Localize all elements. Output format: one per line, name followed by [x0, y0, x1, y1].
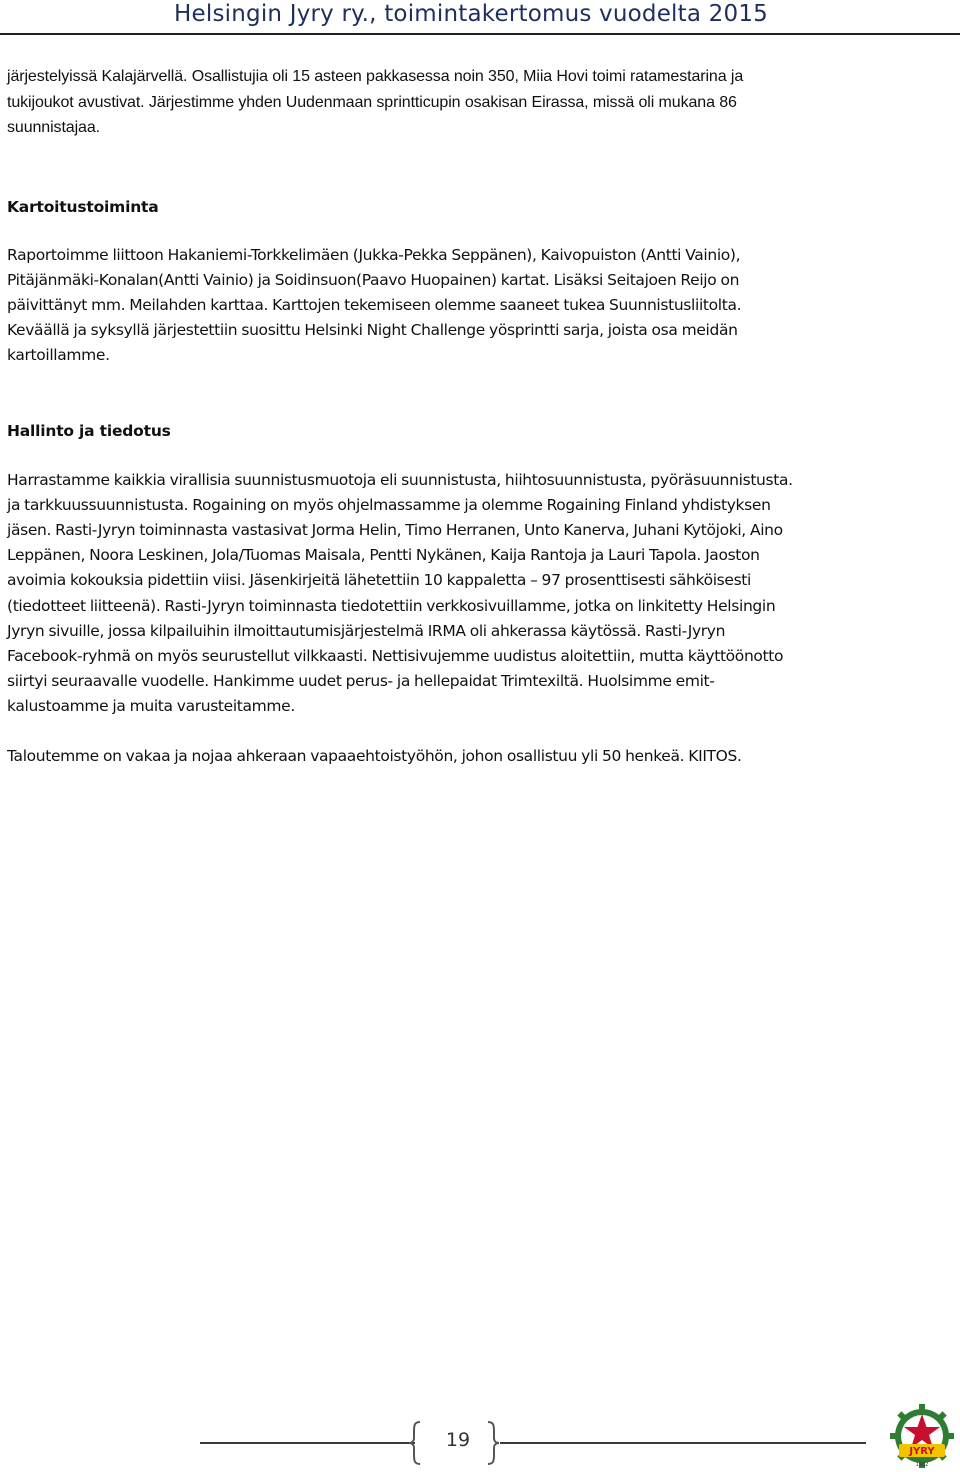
text-line: Harrastamme kaikkia virallisia suunnistusmuotoja eli suunnistusta, hiihtosuunnistusta, pyöräsuunnistusta. [7, 470, 793, 489]
right-brace-icon [486, 1420, 500, 1466]
text-line: avoimia kokouksia pidettiin viisi. Jäsenkirjeitä lähetettiin 10 kappaletta – 97 prosenttisesti sähköisesti [7, 571, 751, 590]
text-line: Leppänen, Noora Leskinen, Jola/Tuomas Maisala, Pentti Nykänen, Kaija Rantoja ja Lauri Tapola. Jaoston [7, 546, 760, 565]
document-body [7, 64, 947, 769]
header-divider [0, 33, 960, 35]
text-line: Raportoimme liittoon Hakaniemi-Torkkelimäen (Jukka-Pekka Seppänen), Kaivopuiston (Antti Vainio), [7, 245, 741, 264]
text-line: siirtyi seuraavalle vuodelle. Hankimme uudet perus- ja hellepaidat Trimtexiltä. Huolsimme emit- [7, 672, 715, 691]
text-line: kartoillamme. [7, 346, 110, 365]
jyry-logo [886, 1400, 958, 1470]
section-heading-kartoitus: Kartoitustoiminta [7, 197, 159, 216]
text-line: Pitäjänmäki-Konalan(Antti Vainio) ja Soidinsuon(Paavo Huopainen) kartat. Lisäksi Seitajoen Reijo on [7, 270, 740, 289]
text-line: Keväällä ja syksyllä järjestettiin suosittu Helsinki Night Challenge yösprintti sarja, joista osa meidän [7, 321, 738, 340]
closing-paragraph: Taloutemme on vakaa ja nojaa ahkeraan vapaaehtoistyöhön, johon osallistuu yli 50 henkeä. KIITOS. [7, 746, 742, 765]
page-footer [0, 1400, 960, 1472]
text-line: ja tarkkuussuunnistusta. Rogaining on myös ohjelmassamme ja olemme Rogaining Finland yhdistyksen [7, 495, 771, 514]
hallinto-paragraph [7, 468, 947, 720]
text-line: suunnistajaa. [7, 119, 100, 136]
logo-wordmark: JYRY [909, 1446, 935, 1457]
logo-year: 1902 [915, 1462, 929, 1468]
text-line: jäsen. Rasti-Jyryn toiminnasta vastasivat Jorma Helin, Timo Herranen, Unto Kanerva, Juhani Kytöjoki, Aino [7, 520, 783, 539]
footer-rule-left [200, 1442, 415, 1444]
text-line: päivittänyt mm. Meilahden karttaa. Karttojen tekemiseen olemme saaneet tukea Suunnistusliitolta. [7, 295, 742, 314]
text-line: kalustoamme ja muita varusteitamme. [7, 697, 295, 716]
intro-paragraph [7, 64, 947, 141]
text-line: järjestelyissä Kalajärvellä. Osallistujia oli 15 asteen pakkasessa noin 350, Miia Hovi toimi ratamestarina ja [7, 68, 744, 85]
document-title: Helsingin Jyry ry., toimintakertomus vuodelta 2015 [174, 1, 768, 27]
kartoitus-paragraph [7, 243, 947, 369]
page-header [0, 0, 960, 36]
page-number: 19 [445, 1429, 471, 1451]
text-line: tukijoukot avustivat. Järjestimme yhden Uudenmaan sprintticupin osakisan Eirassa, missä oli mukana 86 [7, 93, 737, 111]
text-line: (tiedotteet liitteenä). Rasti-Jyryn toiminnasta tiedotettiin verkkosivuillamme, jotka on linkitetty Helsingin [7, 596, 776, 615]
text-line: Facebook-ryhmä on myös seurustellut vilkkaasti. Nettisivujemme uudistus aloitettiin, mutta käyttöönotto [7, 646, 784, 665]
footer-rule-right [500, 1442, 866, 1444]
section-heading-hallinto: Hallinto ja tiedotus [7, 421, 171, 440]
text-line: Jyryn sivuille, jossa kilpailuihin ilmoittautumisjärjestelmä IRMA oli ahkerassa käytössä. Rasti-Jyryn [7, 621, 726, 640]
